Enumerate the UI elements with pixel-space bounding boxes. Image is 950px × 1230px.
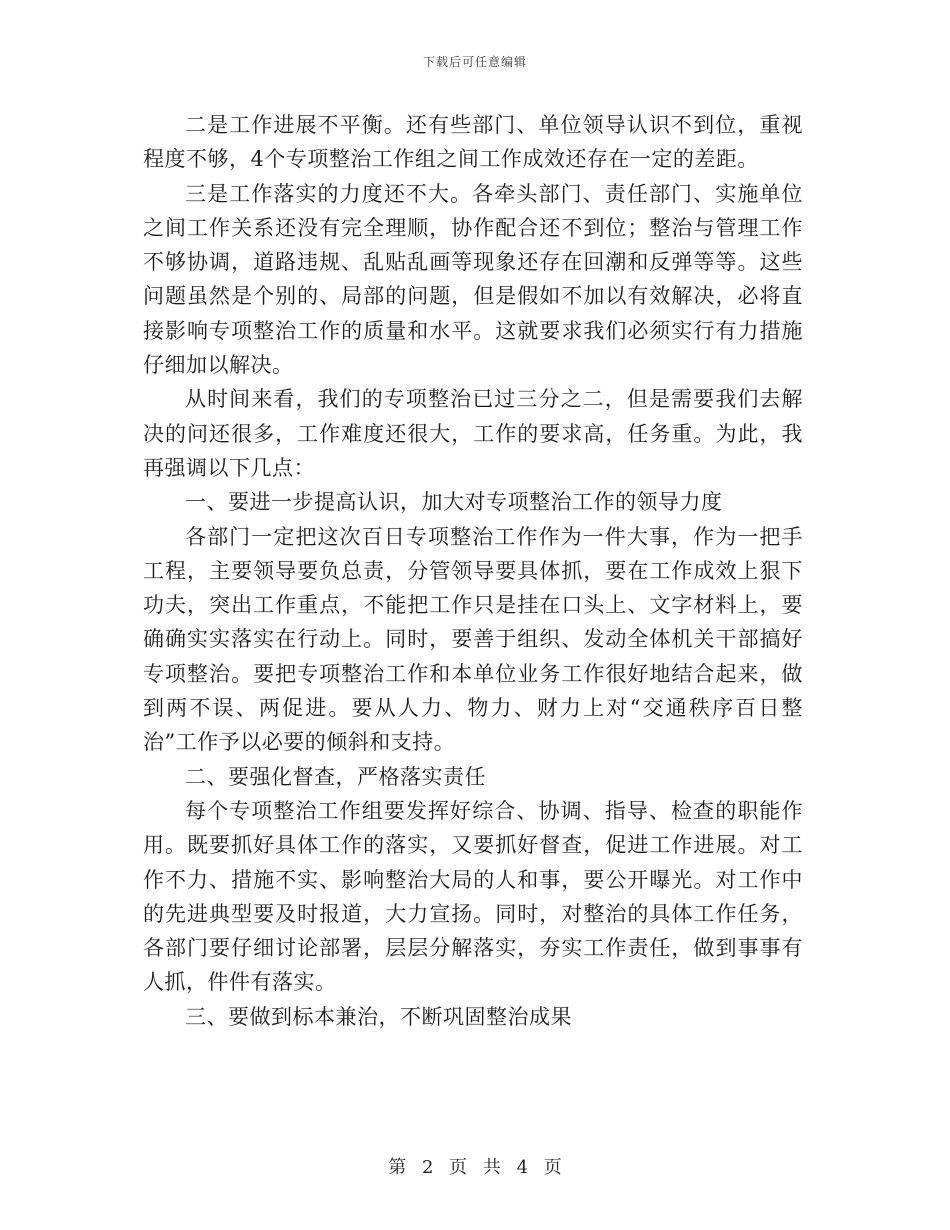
current-page-number: 2 bbox=[421, 1157, 434, 1178]
section-heading-2: 二、要强化督查，严格落实责任 bbox=[185, 764, 486, 789]
footer-suffix: 页 bbox=[543, 1157, 562, 1178]
section-heading-3: 三、要做到标本兼治，不断巩固整治成果 bbox=[185, 1004, 572, 1029]
footer-page-unit: 页 bbox=[449, 1157, 468, 1178]
footer-prefix: 第 bbox=[388, 1157, 407, 1178]
paragraph-3: 从时间来看，我们的专项整治已过三分之二，但是需要我们去解决的问还很多，工作难度还很大，工作的要求高，任务重。为此，我再强调以下几点： bbox=[143, 387, 803, 480]
page-header: 下载后可任意编辑 bbox=[422, 55, 527, 69]
paragraph-1: 二是工作进展不平衡。还有些部门、单位领导认识不到位，重视程度不够，4个专项整治工作组之间工作成效还存在一定的差距。 bbox=[143, 113, 803, 172]
footer-total-label: 共 bbox=[482, 1157, 501, 1178]
section-heading-1: 一、要进一步提高认识，加大对专项整治工作的领导力度 bbox=[185, 490, 723, 515]
paragraph-2: 三是工作落实的力度还不大。各牵头部门、责任部门、实施单位之间工作关系还没有完全理顺，协作配合还不到位；整治与管理工作不够协调，道路违规、乱贴乱画等现象还存在回潮和反弹等等。这些问题虽然是个别的、局部的问题，但是假如不加以有效解决，必将直接影响专项整治工作的质量和水平。这就要求我们必须实行有力措施仔细加以解决。 bbox=[143, 181, 803, 378]
total-page-number: 4 bbox=[516, 1157, 529, 1178]
paragraph-4: 各部门一定把这次百日专项整治工作作为一件大事，作为一把手工程，主要领导要负总责，分管领导要具体抓，要在工作成效上狠下功夫，突出工作重点，不能把工作只是挂在口头上、文字材料上，要确确实实落实在行动上。同时，要善于组织、发动全体机关干部搞好专项整治。要把专项整治工作和本单位业务工作很好地结合起来，做到两不误、两促进。要从人力、物力、财力上对“交通秩序百日整治”工作予以必要的倾斜和支持。 bbox=[143, 524, 803, 755]
paragraph-5: 每个专项整治工作组要发挥好综合、协调、指导、检查的职能作用。既要抓好具体工作的落实，又要抓好督查，促进工作进展。对工作不力、措施不实、影响整治大局的人和事，要公开曝光。对工作中的先进典型要及时报道，大力宣扬。同时，对整治的具体工作任务，各部门要仔细讨论部署，层层分解落实，夯实工作责任，做到事事有人抓，件件有落实。 bbox=[143, 798, 803, 995]
document-body bbox=[143, 108, 803, 1034]
page-footer bbox=[0, 1153, 950, 1179]
